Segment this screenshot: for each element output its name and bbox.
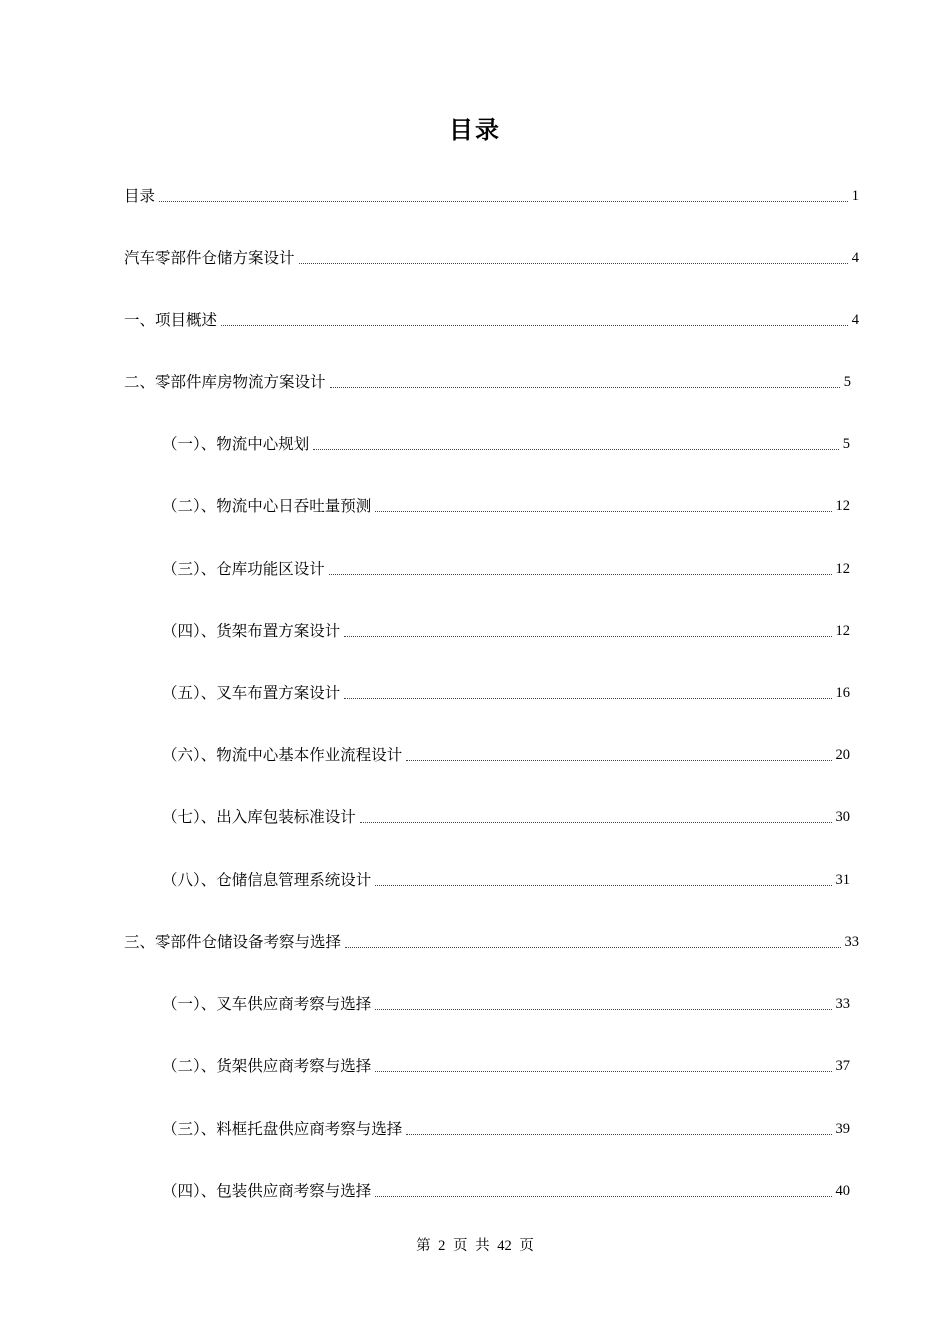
- toc-entry-title: （一）、叉车供应商考察与选择: [162, 995, 372, 1013]
- toc-entry-page: 33: [844, 934, 859, 950]
- toc-entry[interactable]: [124, 306, 859, 330]
- toc-entry-title: 一、项目概述: [124, 311, 218, 329]
- toc-dot-leader: [375, 1009, 831, 1010]
- toc-entry-title: 汽车零部件仓储方案设计: [124, 249, 295, 267]
- toc-entry-page: 30: [835, 809, 850, 825]
- toc-entry-page: 4: [851, 250, 859, 266]
- toc-dot-leader: [329, 574, 832, 575]
- toc-entry-page: 33: [835, 996, 850, 1012]
- toc-entry-title: 二、零部件库房物流方案设计: [124, 373, 326, 391]
- toc-dot-leader: [313, 449, 838, 450]
- toc-entry-page: 40: [835, 1183, 850, 1199]
- toc-entry[interactable]: [162, 430, 850, 454]
- toc-entry-title: 目录: [124, 187, 156, 205]
- toc-dot-leader: [406, 1134, 831, 1135]
- toc-entry[interactable]: [162, 866, 850, 890]
- toc-entry-title: （二）、货架供应商考察与选择: [162, 1057, 372, 1075]
- toc-entry-page: 12: [835, 561, 850, 577]
- toc-entry-page: 20: [835, 747, 850, 763]
- toc-entry[interactable]: [162, 617, 850, 641]
- toc-entry-title: （四）、包装供应商考察与选择: [162, 1182, 372, 1200]
- toc-entry[interactable]: [162, 741, 850, 765]
- toc-entry[interactable]: [124, 368, 851, 392]
- toc-entry-page: 39: [835, 1121, 850, 1137]
- toc-entry-title: （四）、货架布置方案设计: [162, 622, 341, 640]
- toc-entry-page: 5: [842, 436, 850, 452]
- toc-dot-leader: [375, 1071, 831, 1072]
- toc-dot-leader: [360, 822, 832, 823]
- toc-entry-title: （一）、物流中心规划: [162, 435, 310, 453]
- toc-dot-leader: [406, 760, 831, 761]
- toc-entry-page: 12: [835, 498, 850, 514]
- toc-entry-title: （六）、物流中心基本作业流程设计: [162, 746, 403, 764]
- toc-dot-leader: [375, 885, 831, 886]
- toc-entry-page: 12: [835, 623, 850, 639]
- toc-entry-page: 1: [851, 188, 859, 204]
- toc-dot-leader: [330, 387, 840, 388]
- toc-entry-page: 16: [835, 685, 850, 701]
- toc-entry-title: （三）、料框托盘供应商考察与选择: [162, 1120, 403, 1138]
- toc-entry[interactable]: [162, 1052, 850, 1076]
- toc-entry-title: （七）、出入库包装标准设计: [162, 808, 356, 826]
- toc-entry[interactable]: [162, 492, 850, 516]
- page-footer: 第 2 页 共 42 页: [416, 1238, 534, 1254]
- toc-dot-leader: [221, 325, 848, 326]
- toc-entry[interactable]: [162, 1177, 850, 1201]
- toc-entry[interactable]: [124, 182, 859, 206]
- toc-entry-title: 三、零部件仓储设备考察与选择: [124, 933, 342, 951]
- toc-entry-title: （八）、仓储信息管理系统设计: [162, 871, 372, 889]
- toc-entry[interactable]: [162, 803, 850, 827]
- toc-entry-page: 5: [843, 374, 851, 390]
- page-title: 目录: [449, 116, 501, 144]
- toc-entry[interactable]: [124, 244, 859, 268]
- toc-entry[interactable]: [124, 928, 859, 952]
- toc-dot-leader: [375, 1196, 831, 1197]
- toc-dot-leader: [299, 263, 848, 264]
- toc-entry-page: 37: [835, 1058, 850, 1074]
- toc-entry-page: 4: [851, 312, 859, 328]
- toc-entry[interactable]: [162, 1115, 850, 1139]
- toc-entry[interactable]: [162, 679, 850, 703]
- toc-entry-title: （三）、仓库功能区设计: [162, 560, 325, 578]
- toc-entry-page: 31: [835, 872, 850, 888]
- toc-entry[interactable]: [162, 990, 850, 1014]
- toc-dot-leader: [345, 947, 840, 948]
- toc-entry[interactable]: [162, 555, 850, 579]
- toc-entry-title: （五）、叉车布置方案设计: [162, 684, 341, 702]
- toc-dot-leader: [344, 698, 831, 699]
- toc-dot-leader: [344, 636, 831, 637]
- toc-entry-title: （二）、物流中心日吞吐量预测: [162, 497, 372, 515]
- toc-dot-leader: [375, 511, 831, 512]
- toc-dot-leader: [159, 201, 848, 202]
